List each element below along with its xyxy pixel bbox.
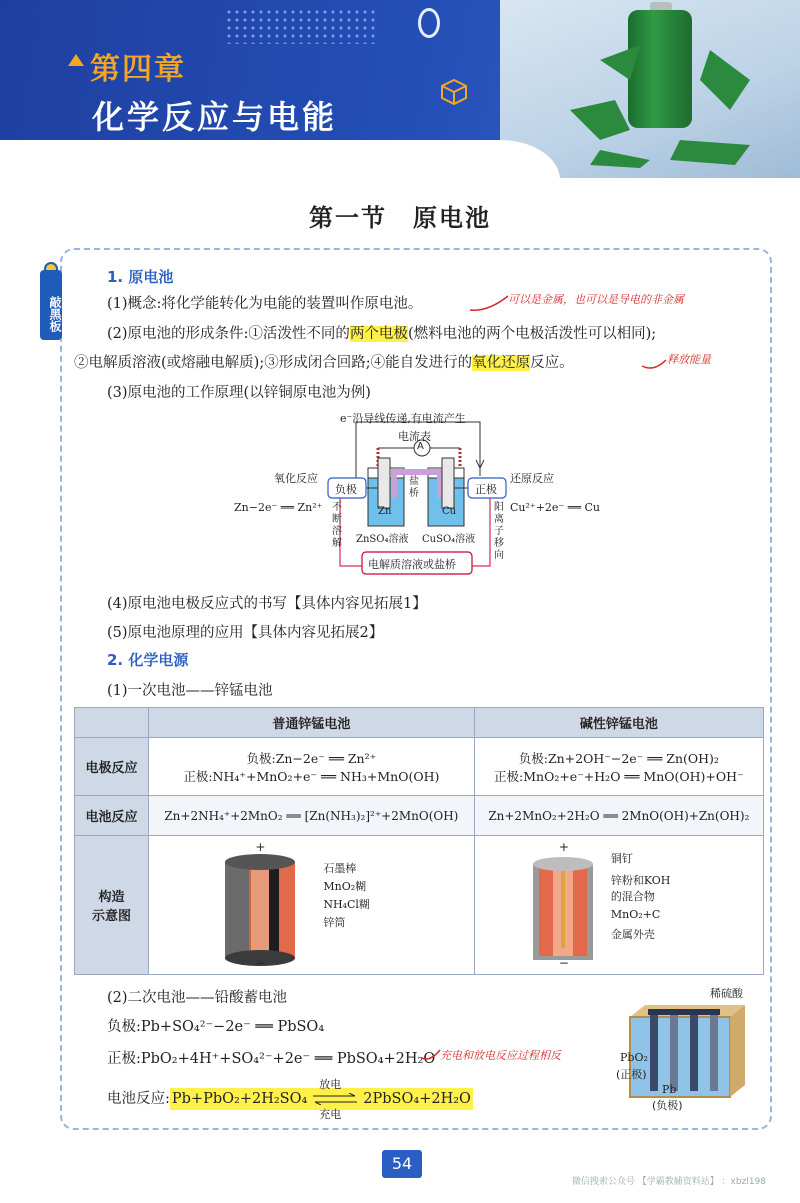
table-row — [75, 836, 764, 975]
salt-bridge-label: 盐桥 — [409, 476, 419, 499]
row-header-electrode: 电极反应 — [75, 738, 149, 796]
total-products: 2PbSO₄+2H₂O — [363, 1091, 471, 1107]
ordinary-battery-cutaway-icon — [211, 848, 321, 971]
highlight-two-electrodes: 两个电极 — [349, 326, 408, 342]
zn-half-reaction: Zn−2e⁻ ══ Zn²⁺ — [234, 501, 323, 514]
condition-text-post: (燃料电池的两个电极活泼性可以相同); — [407, 326, 657, 342]
concept-line: (1)概念:将化学能转化为电能的装置叫作原电池。 — [107, 296, 423, 312]
primary-battery-line: (1)一次电池——锌锰电池 — [107, 683, 273, 699]
lead-negative-eq: 负极:Pb+SO₄²⁻−2e⁻ ══ PbSO₄ — [107, 1019, 325, 1035]
ordinary-negative-eq: 负极:Zn−2e⁻ ══ Zn²⁺ — [246, 750, 377, 766]
oxidation-label: 氧化反应 — [274, 472, 318, 485]
ordinary-positive-eq: 正极:NH₄⁺+MnO₂+e⁻ ══ NH₃+MnO(OH) — [183, 768, 440, 784]
label-copper-nail: 铜钉 — [610, 852, 633, 866]
footer-watermark: 微信搜索公众号 【学霸教辅资料站】 ：xbzl198 — [571, 1177, 766, 1187]
pbo2-label: PbO₂ — [620, 1051, 648, 1064]
alkaline-structure-cell — [474, 836, 763, 975]
page-number: 54 — [382, 1150, 422, 1178]
sulfuric-acid-label: 稀硫酸 — [710, 987, 743, 1000]
decorative-dots — [225, 8, 375, 44]
highlight-redox: 氧化还原 — [472, 355, 531, 371]
column-header-ordinary: 普通锌锰电池 — [149, 708, 475, 738]
label-mixture: 的混合物 — [610, 890, 655, 904]
recycle-arrows-icon — [560, 20, 780, 170]
reversible-arrow — [311, 1078, 359, 1121]
condition-text: (2)原电池的形成条件:①活泼性不同的 — [107, 326, 350, 342]
zn-electrode: Zn — [378, 506, 392, 517]
zn-cu-cell-diagram — [228, 408, 608, 578]
chapter-title: 化学反应与电能 — [92, 98, 338, 136]
row-header-structure — [75, 836, 149, 975]
alkaline-cell-reaction: Zn+2MnO₂+2H₂O ══ 2MnO(OH)+Zn(OH)₂ — [474, 796, 763, 836]
condition-line-1 — [107, 322, 656, 343]
total-reactants: Pb+PbO₂+2H₂SO₄ — [171, 1091, 308, 1107]
pbo2-role: (正极) — [616, 1068, 647, 1081]
cation-migration-label: 阳离子移向 — [494, 502, 504, 561]
total-reaction-highlight — [170, 1078, 473, 1121]
negative-electrode: 负极 — [335, 483, 357, 496]
ordinary-structure-cell — [149, 836, 475, 975]
total-reaction-label: 电池反应: — [107, 1091, 170, 1107]
secondary-battery-line: (2)二次电池——铅酸蓄电池 — [107, 990, 288, 1006]
heading-primary-cell: 1. 原电池 — [107, 268, 174, 286]
ammeter-symbol: A — [417, 441, 424, 452]
ordinary-plus: + — [255, 840, 266, 855]
writing-equations-line: (4)原电池电极反应式的书写【具体内容见拓展1】 — [107, 596, 427, 612]
label-graphite-rod: 石墨棒 — [323, 862, 357, 876]
electrolyte-box: 电解质溶液或盐桥 — [368, 558, 456, 571]
alkaline-minus: − — [558, 956, 569, 971]
label-metal-case: 金属外壳 — [610, 928, 655, 942]
zinc-manganese-table — [74, 707, 764, 975]
electron-flow-label: e⁻沿导线传递,有电流产生 — [340, 412, 466, 425]
column-header-alkaline: 碱性锌锰电池 — [474, 708, 763, 738]
lead-acid-battery-icon — [620, 995, 750, 1105]
table-row — [75, 738, 764, 796]
ordinary-minus: − — [255, 956, 266, 971]
chapter-banner — [0, 0, 800, 178]
triangle-icon — [68, 54, 84, 66]
note-release-energy: 释放能量 — [667, 353, 711, 366]
note-charge-discharge: 充电和放电反应过程相反 — [440, 1049, 561, 1062]
charge-label: 充电 — [319, 1108, 342, 1121]
alkaline-electrode-cell — [474, 738, 763, 796]
table-header-row — [75, 708, 764, 738]
principle-line: (3)原电池的工作原理(以锌铜原电池为例) — [107, 385, 371, 401]
ammeter-label: 电流表 — [398, 430, 431, 443]
znso4-solution: ZnSO₄溶液 — [356, 534, 409, 545]
table-corner — [75, 708, 149, 738]
alkaline-plus: + — [558, 840, 569, 855]
alkaline-positive-eq: 正极:MnO₂+e⁻+H₂O ══ MnO(OH)+OH⁻ — [494, 768, 744, 784]
row-header-cell-reaction: 电池反应 — [75, 796, 149, 836]
structure-header-line2: 示意图 — [91, 909, 131, 925]
alkaline-battery-cutaway-icon — [523, 848, 603, 971]
decorative-ring — [418, 8, 440, 38]
application-line: (5)原电池原理的应用【具体内容见拓展2】 — [107, 625, 384, 641]
lead-positive-eq: 正极:PbO₂+4H⁺+SO₄²⁻+2e⁻ ══ PbSO₄+2H₂O — [107, 1051, 436, 1067]
ordinary-electrode-cell — [149, 738, 475, 796]
reduction-label: 还原反应 — [510, 472, 554, 485]
label-zinc-can: 锌筒 — [323, 916, 346, 930]
condition-line-2 — [74, 351, 574, 372]
alkaline-negative-eq: 负极:Zn+2OH⁻−2e⁻ ══ Zn(OH)₂ — [518, 750, 719, 766]
chapter-number: 第四章 — [90, 52, 186, 87]
note-electrode-material: 可以是金属，也可以是导电的非金属 — [508, 293, 684, 306]
annotation-arrow-icon-2 — [640, 350, 670, 372]
equilibrium-arrow-icon — [311, 1093, 359, 1105]
condition-text-2: ②电解质溶液(或熔融电解质);③形成闭合回路;④能自发进行的 — [74, 355, 473, 371]
discharge-label: 放电 — [319, 1078, 342, 1091]
side-tag: 敲黑板 — [40, 270, 62, 340]
lead-total-reaction — [107, 1078, 473, 1121]
annotation-arrow-icon-3 — [420, 1044, 442, 1062]
label-mno2-c: MnO₂+C — [610, 908, 661, 922]
label-nh4cl-paste: NH₄Cl糊 — [323, 898, 370, 912]
cu-half-reaction: Cu²⁺+2e⁻ ══ Cu — [510, 501, 600, 514]
cu-electrode: Cu — [442, 506, 457, 517]
dissolving-label: 不断溶解 — [332, 502, 342, 549]
ordinary-cell-reaction: Zn+2NH₄⁺+2MnO₂ ══ [Zn(NH₃)₂]²⁺+2MnO(OH) — [149, 796, 475, 836]
label-mno2-paste: MnO₂糊 — [323, 880, 367, 894]
pb-role: (负极) — [652, 1099, 683, 1112]
positive-electrode: 正极 — [475, 483, 497, 496]
condition-text-2-post: 反应。 — [530, 355, 574, 371]
section-title: 第一节 原电池 — [309, 203, 491, 232]
banner-wave — [0, 140, 560, 178]
structure-header-line1: 构造 — [98, 890, 125, 906]
heading-chemical-power: 2. 化学电源 — [107, 651, 189, 669]
lead-acid-battery-figure — [610, 985, 770, 1115]
cuso4-solution: CuSO₄溶液 — [422, 534, 476, 545]
label-zinc-powder-koh: 锌粉和KOH — [610, 874, 671, 888]
table-row — [75, 796, 764, 836]
pb-label: Pb — [662, 1083, 677, 1096]
cube-icon — [440, 78, 468, 106]
